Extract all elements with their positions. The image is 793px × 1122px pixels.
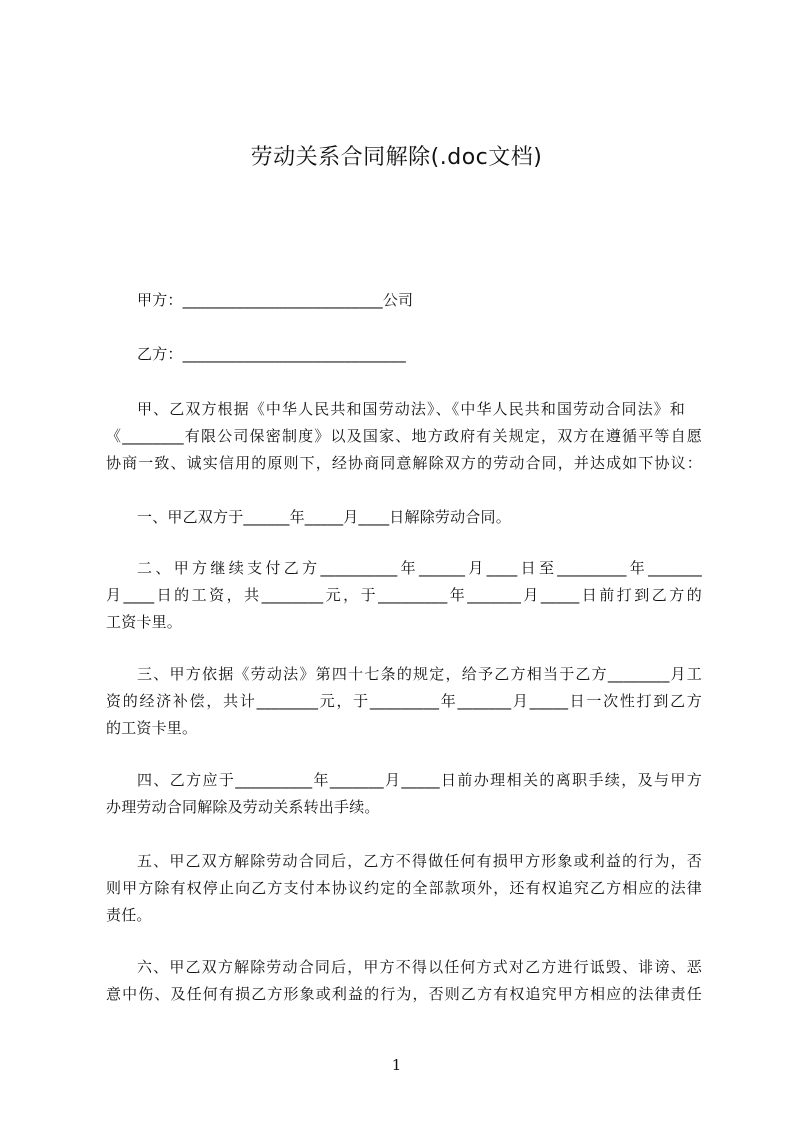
clause-4-line-1: 四、乙方应于__________年_______月_____日前办理相关的离职手续，及与甲方 (137, 771, 702, 789)
clause-2-line-2: 月____日的工资，共________元，于_________年_______月_____日前打到乙方的 (106, 586, 702, 604)
clause-6-line-1: 六、甲乙双方解除劳动合同后，甲方不得以任何方式对乙方进行诋毁、诽谤、恶 (137, 958, 702, 976)
clause-5-line-2: 则甲方除有权停止向乙方支付本协议约定的全部款项外，还有权追究乙方相应的法律 (106, 879, 702, 897)
intro-line-2: 《________有限公司保密制度》以及国家、地方政府有关规定，双方在遵循平等自愿 (106, 427, 702, 445)
page-number: 1 (391, 1056, 402, 1074)
intro-line-1: 甲、乙双方根据《中华人民共和国劳动法》、《中华人民共和国劳动合同法》和 (137, 400, 685, 418)
clause-4-line-2: 办理劳动合同解除及劳动关系转出手续。 (106, 798, 380, 816)
party-b-line: 乙方：_____________________________ (137, 345, 406, 363)
clause-3-line-2: 资的经济补偿，共计________元，于_________年_______月_____日一次性打到乙方 (106, 692, 702, 710)
clause-6-line-2: 意中伤、及任何有损乙方形象或利益的行为，否则乙方有权追究甲方相应的法律责任 (106, 985, 702, 1003)
document-title: 劳动关系合同解除(.doc文档) (250, 145, 543, 170)
intro-line-3: 协商一致、诚实信用的原则下，经协商同意解除双方的劳动合同，并达成如下协议： (106, 454, 702, 472)
clause-5-line-3: 责任。 (106, 906, 152, 924)
clause-5-line-1: 五、甲乙双方解除劳动合同后，乙方不得做任何有损甲方形象或利益的行为，否 (137, 852, 702, 870)
clause-3-line-1: 三、甲方依据《劳动法》第四十七条的规定，给予乙方相当于乙方________月工 (137, 665, 702, 683)
clause-1: 一、甲乙双方于______年_____月____日解除劳动合同。 (137, 508, 511, 526)
clause-2-line-1: 二、甲方继续支付乙方__________年______月____日至_________年_______ (137, 559, 702, 577)
clause-2-line-3: 工资卡里。 (106, 613, 183, 631)
party-a-line: 甲方：__________________________公司 (137, 291, 414, 309)
clause-3-line-3: 的工资卡里。 (106, 719, 198, 737)
